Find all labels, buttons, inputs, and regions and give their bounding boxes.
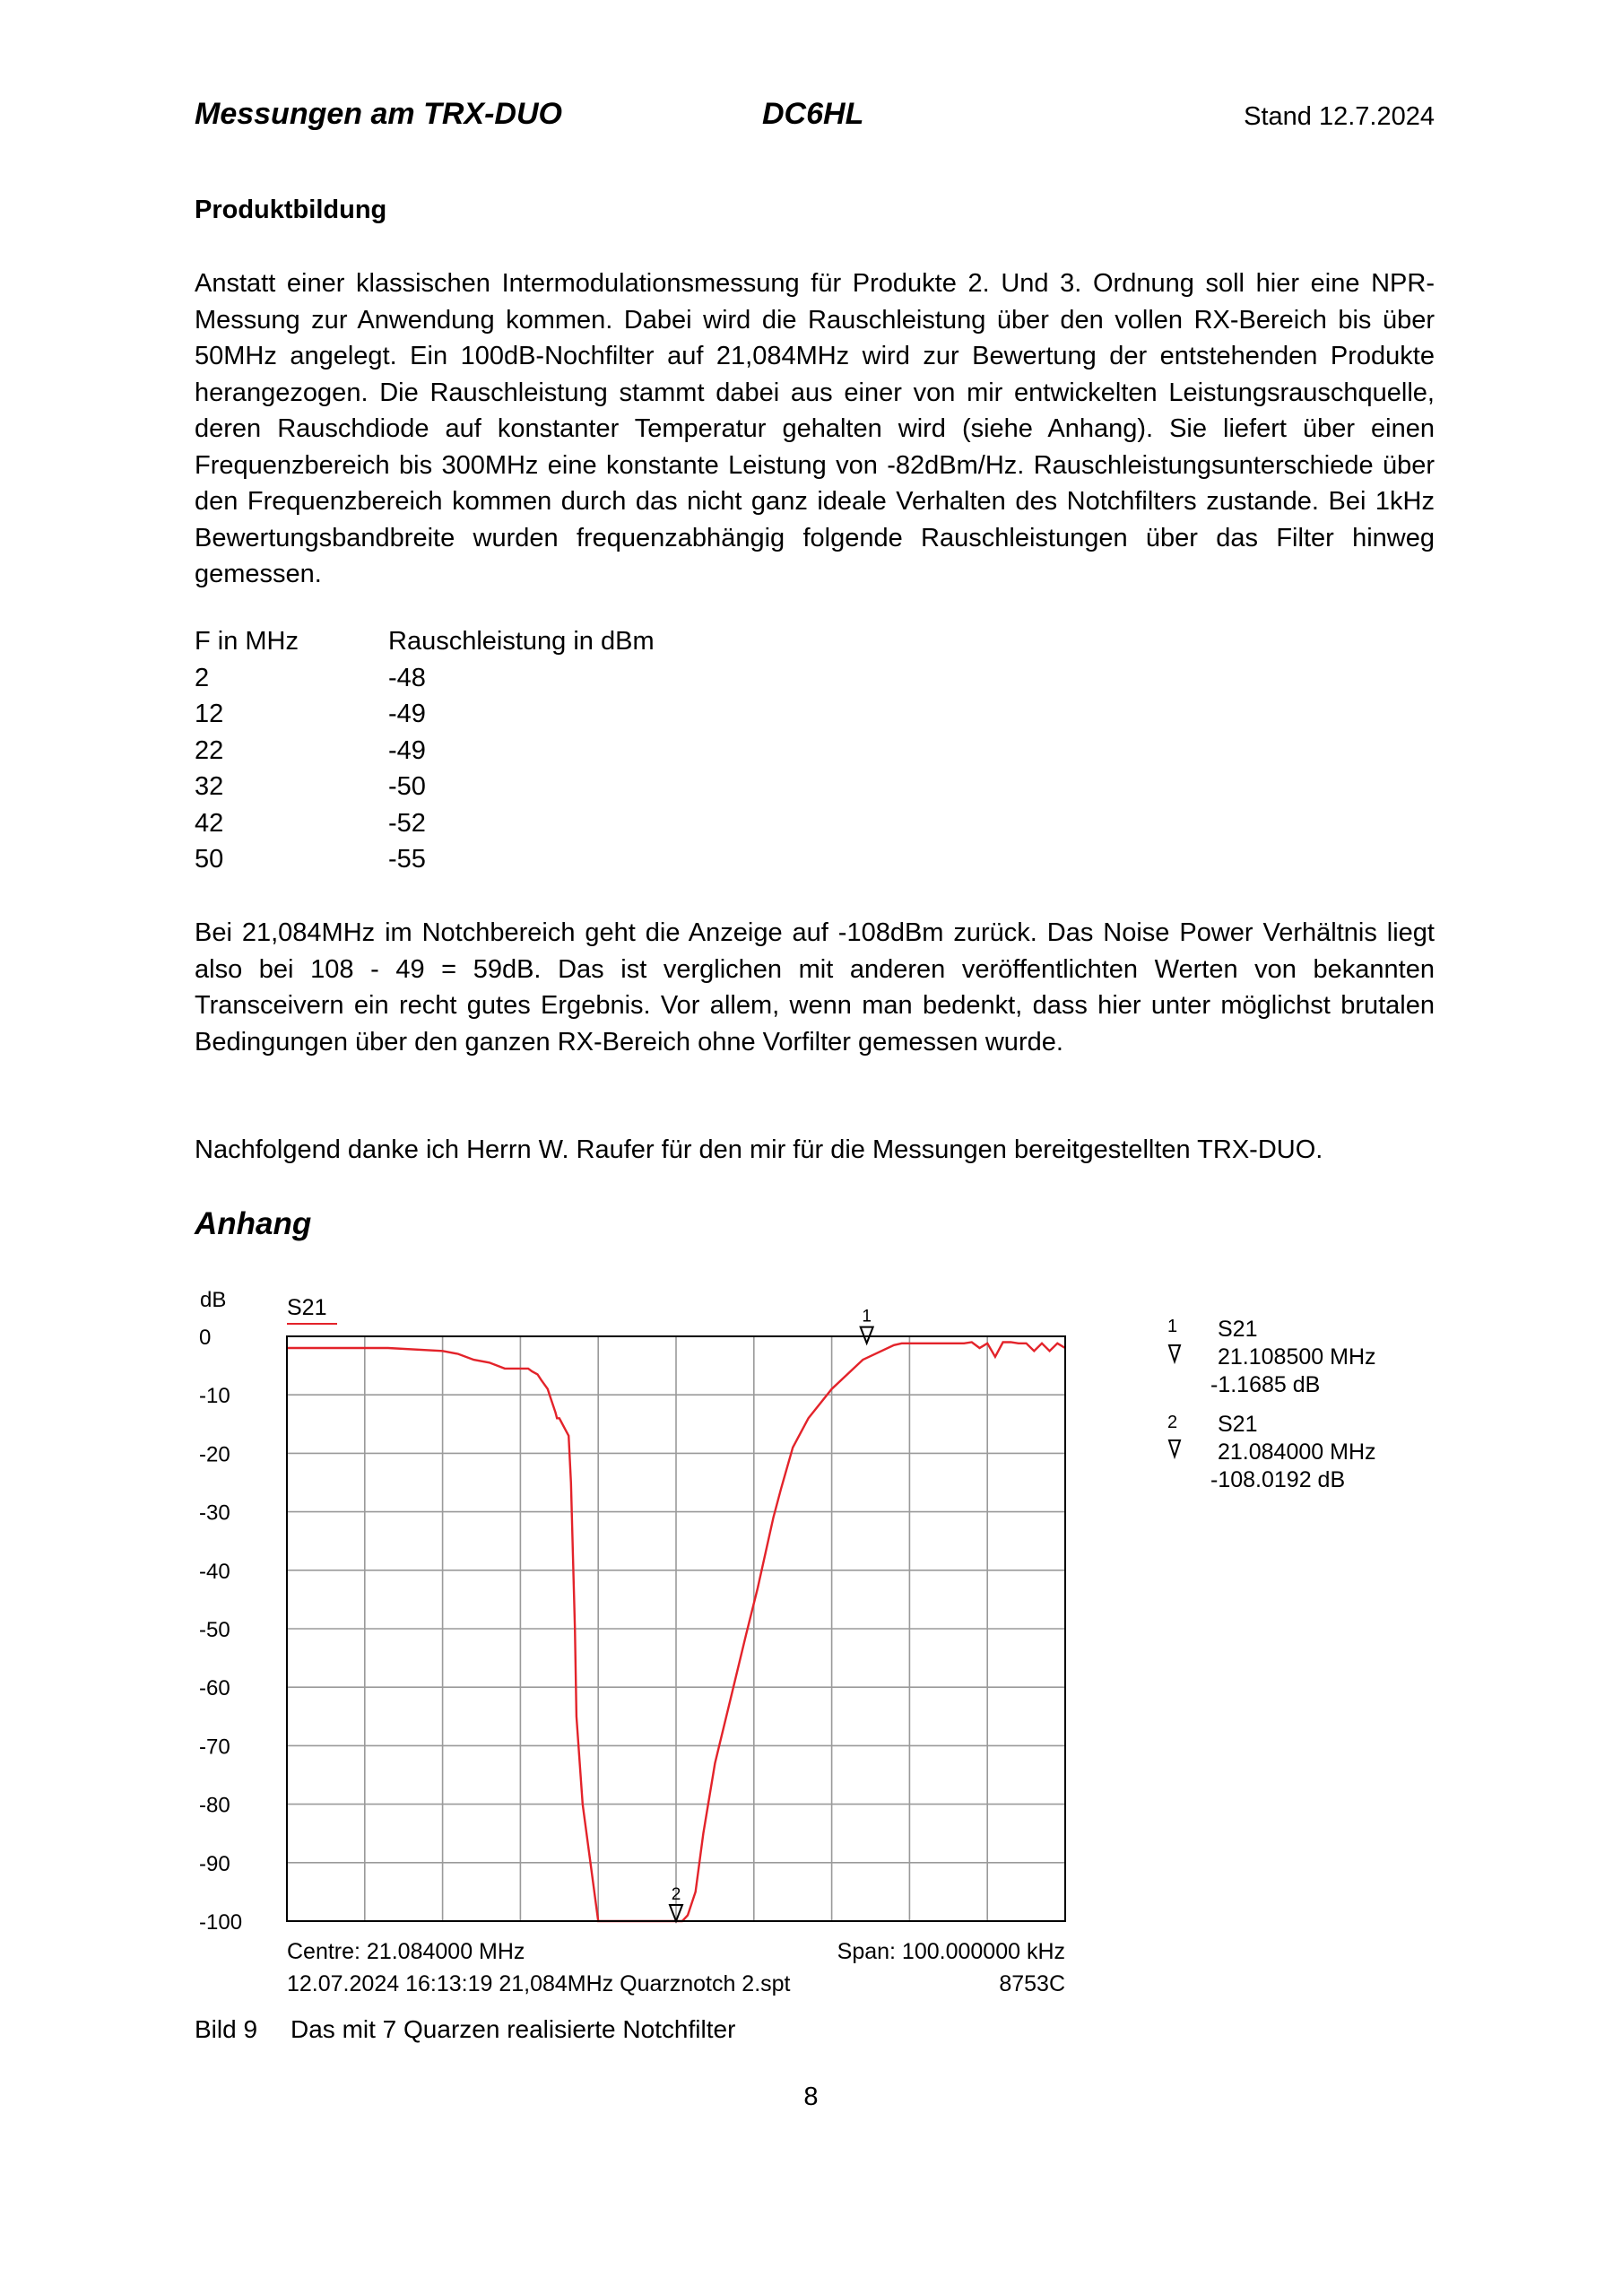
chart-grid [287, 1336, 1065, 1921]
table-cell-power: -49 [388, 735, 426, 765]
table-cell-power: -50 [388, 772, 426, 801]
y-tick-label: -50 [199, 1618, 230, 1642]
table-row [195, 841, 655, 878]
marker-1-frequency: 21.108500 MHz [1218, 1344, 1376, 1370]
trace-markers [670, 1308, 873, 1921]
y-tick-label: -80 [199, 1793, 230, 1818]
table-cell-freq: 50 [195, 845, 224, 874]
thanks-paragraph: Nachfolgend danke ich Herrn W. Raufer für den mir für die Messungen bereitgestellten TRX-DUO. [195, 1135, 1323, 1164]
table-cell-freq: 12 [195, 700, 224, 728]
y-tick-label: -70 [199, 1735, 230, 1760]
y-unit-label: dB [200, 1288, 227, 1312]
marker-2-value: -108.0192 dB [1210, 1467, 1346, 1492]
measurement-file: 12.07.2024 16:13:19 21,084MHz Quarznotch 2.spt [287, 1971, 791, 1996]
table-header-power: Rauschleistung in dBm [388, 627, 655, 656]
table-header-row [195, 623, 655, 660]
table-cell-power: -49 [388, 700, 426, 728]
table-cell-freq: 42 [195, 808, 224, 838]
marker-number-label: 1 [862, 1307, 872, 1326]
header-callsign: DC6HL [762, 97, 864, 131]
table-cell-freq: 22 [195, 735, 224, 765]
y-tick-label: -30 [199, 1500, 230, 1526]
table-row [195, 696, 655, 733]
table-cell-power: -48 [388, 663, 426, 692]
table-cell-freq: 32 [195, 772, 224, 801]
marker-readout [1167, 1317, 1376, 1492]
marker-2-trace: S21 [1218, 1412, 1258, 1437]
table-cell-freq: 2 [195, 663, 210, 692]
y-tick-label: -100 [199, 1910, 243, 1935]
marker-triangle-icon [861, 1327, 873, 1344]
table-cell-power: -52 [388, 808, 426, 838]
table-header-freq: F in MHz [195, 627, 299, 656]
table-row [195, 733, 655, 770]
y-tick-label: 0 [199, 1326, 212, 1350]
table-cell-power: -55 [388, 845, 426, 874]
header-title: Messungen am TRX-DUO [195, 97, 562, 131]
y-tick-label: -40 [199, 1559, 230, 1584]
marker-1-triangle-icon [1169, 1345, 1180, 1361]
y-tick-label: -20 [199, 1442, 230, 1467]
centre-frequency: Centre: 21.084000 MHz [287, 1939, 525, 1964]
y-tick-label: -60 [199, 1676, 230, 1701]
noise-power-table [195, 623, 655, 878]
y-tick-label: -90 [199, 1851, 230, 1876]
marker-2-triangle-icon [1169, 1440, 1180, 1457]
marker-1-value: -1.1685 dB [1210, 1372, 1321, 1397]
intro-paragraph: Anstatt einer klassischen Intermodulationsmessung für Produkte 2. Und 3. Ordnung soll hier eine NPR-Messung zur Anwendung kommen. Dabei wird die Rauschleistung über den vollen RX-Bereich bis über 50MHz angelegt. Ein 100dB-Nochfilter auf 21,084MHz wird zur Bewertung der entstehenden Produkte herangezogen. Die Rauschleistung stammt dabei aus einer von mir entwickelten Leistungsrauschquelle, deren Rauschdiode auf konstanter Temperatur gehalten wird (siehe Anhang). Sie liefert über einen Frequenzbereich bis 300MHz eine konstante Leistung von -82dBm/Hz. Rauschleistungsunterschiede über den Frequenzbereich kommen durch das nicht ganz ideale Verhalten des Notchfilters zustande. Bei 1kHz Bewertungsbandbreite wurden frequenzabhängig folgende Rauschleistungen über das Filter hinweg gemessen. [195, 269, 1435, 588]
caption-label: Bild 9 [195, 2015, 258, 2043]
table-row [195, 660, 655, 697]
caption-text: Das mit 7 Quarzen realisierte Notchfilter [291, 2015, 736, 2043]
section-title: Produktbildung [195, 196, 387, 224]
header-date: Stand 12.7.2024 [1244, 102, 1435, 131]
trace-label: S21 [287, 1295, 327, 1320]
table-row [195, 769, 655, 805]
page-number: 8 [803, 2083, 819, 2111]
marker-2-number: 2 [1167, 1413, 1178, 1432]
y-tick-labels [199, 1326, 242, 1935]
result-paragraph: Bei 21,084MHz im Notchbereich geht die Anzeige auf -108dBm zurück. Das Noise Power Verhältnis liegt also bei 108 - 49 = 59dB. Das ist verglichen mit anderen veröffentlichten Werten von bekannten Transceivern ein recht gutes Ergebnis. Vor allem, wenn man bedenkt, dass hier unter möglichst brutalen Bedingungen über den ganzen RX-Bereich ohne Vorfilter gemessen wurde. [195, 918, 1435, 1057]
table-row [195, 805, 655, 842]
marker-number-label: 2 [671, 1885, 681, 1904]
notch-filter-chart [179, 1283, 1453, 2027]
marker-1-trace: S21 [1218, 1317, 1258, 1342]
marker-2-frequency: 21.084000 MHz [1218, 1439, 1376, 1465]
instrument-model: 8753C [999, 1971, 1065, 1996]
y-tick-label: -10 [199, 1384, 230, 1409]
marker-1-number: 1 [1167, 1317, 1178, 1336]
appendix-title: Anhang [195, 1206, 312, 1241]
span-frequency: Span: 100.000000 kHz [837, 1939, 1065, 1964]
